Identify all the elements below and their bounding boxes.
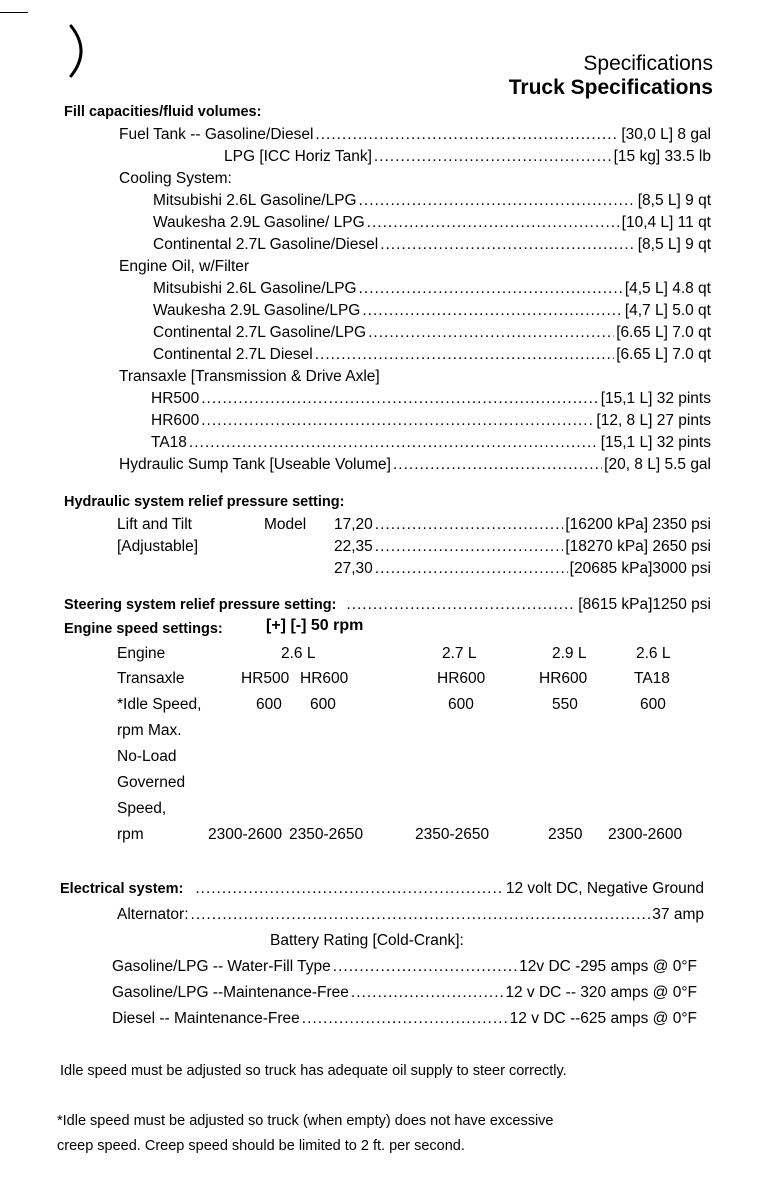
transaxle-item-value: [15,1 L] 32 pints (600, 434, 711, 451)
relief-row (334, 561, 711, 577)
leader-dots (201, 413, 594, 429)
fuel-tank-value: [30,0 L] 8 gal (621, 126, 711, 143)
governed-value: 2350-2650 (289, 826, 364, 843)
fill-heading: Fill capacities/fluid volumes: (64, 104, 262, 120)
engine-oil-item-value: [6.65 L] 7.0 qt (616, 346, 711, 363)
engine-value: 2.6 L (281, 645, 316, 662)
cooling-item-value: [8,5 L] 9 qt (637, 236, 711, 253)
relief-row (334, 539, 711, 555)
leader-dots (351, 985, 503, 1001)
fuel-tank-lpg-label: LPG [ICC Horiz Tank] (224, 148, 372, 165)
engine-oil-row (153, 281, 711, 297)
idle-label: *Idle Speed, (117, 696, 202, 713)
cooling-label: Cooling System: (119, 170, 232, 187)
leader-dots (367, 215, 620, 231)
steering-row (64, 597, 711, 613)
battery-label: Gasoline/LPG --Maintenance-Free (112, 984, 349, 1001)
electrical-row (60, 881, 704, 897)
engine-oil-label: Engine Oil, w/Filter (119, 258, 250, 275)
battery-row (112, 985, 697, 1001)
hydraulic-sump-row (119, 457, 711, 473)
battery-heading: Battery Rating [Cold-Crank]: (270, 932, 464, 949)
engine-oil-row (153, 347, 711, 363)
cooling-row (153, 193, 711, 209)
idle-label-2: rpm Max. (117, 722, 182, 739)
fuel-tank-lpg-row (224, 149, 711, 165)
transaxle-item-label: HR500 (151, 390, 200, 407)
transaxle-row (151, 391, 711, 407)
transaxle-row (151, 413, 711, 429)
binding-mark-icon (63, 22, 97, 80)
hydraulic-sump-label: Hydraulic Sump Tank [Useable Volume] (119, 456, 391, 473)
cooling-item-value: [10,4 L] 11 qt (621, 214, 711, 231)
battery-value: 12 v DC -- 320 amps @ 0°F (505, 984, 697, 1001)
engine-oil-row (153, 303, 711, 319)
relief-model: 17,20 (334, 516, 373, 533)
leader-dots (380, 237, 636, 253)
battery-label: Gasoline/LPG -- Water-Fill Type (112, 958, 331, 975)
idle-value: 600 (256, 696, 282, 713)
transaxle-value: HR600 (539, 670, 588, 687)
engine-label: Engine (117, 645, 166, 662)
relief-value: [20685 kPa]3000 psi (569, 560, 711, 577)
section-title: Specifications (583, 52, 713, 75)
transaxle-value: HR500 (241, 670, 290, 687)
idle-value: 550 (552, 696, 578, 713)
leader-dots (315, 127, 619, 143)
idle-value: 600 (640, 696, 666, 713)
relief-value: [16200 kPa] 2350 psi (565, 516, 711, 533)
engine-speed-tolerance: [+] [-] 50 rpm (266, 617, 364, 634)
fuel-tank-label: Fuel Tank -- Gasoline/Diesel (119, 126, 314, 143)
governed-label-2: Governed (117, 774, 186, 791)
fuel-tank-lpg-value: [15 kg] 33.5 lb (613, 148, 711, 165)
transaxle-label: Transaxle [Transmission & Drive Axle] (119, 368, 380, 385)
transaxle-row-label: Transaxle (117, 670, 185, 687)
alternator-label: Alternator: (117, 906, 189, 923)
leader-dots (359, 193, 636, 209)
leader-dots (191, 907, 651, 923)
leader-dots (359, 281, 623, 297)
steering-value: [8615 kPa]1250 psi (578, 596, 711, 613)
cooling-row (153, 237, 711, 253)
steering-heading: Steering system relief pressure setting: (64, 597, 337, 613)
relief-value: [18270 kPa] 2650 psi (565, 538, 711, 555)
electrical-system-value: 12 volt DC, Negative Ground (505, 880, 704, 897)
leader-dots (201, 391, 598, 407)
fuel-tank-gas-diesel-row (119, 127, 711, 143)
transaxle-item-label: HR600 (151, 412, 200, 429)
engine-oil-item-value: [6.65 L] 7.0 qt (616, 324, 711, 341)
battery-label: Diesel -- Maintenance-Free (112, 1010, 300, 1027)
cooling-row (153, 215, 711, 231)
note-creep-line-2: creep speed. Creep speed should be limited to 2 ft. per second. (57, 1138, 465, 1154)
leader-dots (375, 539, 564, 555)
lift-tilt-label: Lift and Tilt (117, 516, 192, 533)
leader-dots (302, 1011, 508, 1027)
relief-row (334, 517, 711, 533)
engine-value: 2.9 L (552, 645, 587, 662)
cooling-item-label: Continental 2.7L Gasoline/Diesel (153, 236, 379, 253)
hydraulic-sump-value: [20, 8 L] 5.5 gal (604, 456, 711, 473)
leader-dots (346, 597, 576, 613)
cooling-item-value: [8,5 L] 9 qt (637, 192, 711, 209)
alternator-value: 37 amp (652, 906, 704, 923)
engine-oil-item-label: Continental 2.7L Diesel (153, 346, 313, 363)
engine-oil-item-value: [4,7 L] 5.0 qt (624, 302, 711, 319)
leader-dots (375, 561, 568, 577)
transaxle-row (151, 435, 711, 451)
transaxle-item-label: TA18 (151, 434, 187, 451)
battery-row (112, 1011, 697, 1027)
leader-dots (315, 347, 615, 363)
relief-model: 27,30 (334, 560, 373, 577)
cooling-item-label: Waukesha 2.9L Gasoline/ LPG (153, 214, 365, 231)
leader-dots (368, 325, 614, 341)
leader-dots (189, 435, 599, 451)
battery-row (112, 959, 697, 975)
leader-dots (374, 149, 612, 165)
idle-value: 600 (310, 696, 336, 713)
engine-value: 2.6 L (636, 645, 671, 662)
cooling-item-label: Mitsubishi 2.6L Gasoline/LPG (153, 192, 357, 209)
note-creep-line-1: *Idle speed must be adjusted so truck (when empty) does not have excessive (57, 1113, 554, 1129)
engine-value: 2.7 L (442, 645, 477, 662)
engine-oil-item-label: Waukesha 2.9L Gasoline/LPG (153, 302, 361, 319)
engine-oil-item-label: Mitsubishi 2.6L Gasoline/LPG (153, 280, 357, 297)
transaxle-item-value: [12, 8 L] 27 pints (596, 412, 711, 429)
alternator-row (117, 907, 704, 923)
engine-speed-heading: Engine speed settings: (64, 621, 223, 637)
page-title: Truck Specifications (508, 76, 713, 99)
leader-dots (195, 881, 504, 897)
leader-dots (333, 959, 517, 975)
governed-value: 2350-2650 (415, 826, 490, 843)
transaxle-value: HR600 (300, 670, 349, 687)
leader-dots (375, 517, 564, 533)
note-idle-oil: Idle speed must be adjusted so truck has adequate oil supply to steer correctly. (60, 1063, 567, 1079)
governed-label-3: Speed, (117, 800, 167, 817)
governed-label-1: No-Load (117, 748, 177, 765)
leader-dots (393, 457, 602, 473)
engine-oil-row (153, 325, 711, 341)
leader-dots (362, 303, 622, 319)
engine-oil-item-value: [4,5 L] 4.8 qt (624, 280, 711, 297)
model-label: Model (264, 516, 307, 533)
corner-mark (0, 12, 28, 13)
governed-value: 2300-2600 (208, 826, 283, 843)
governed-value: 2300-2600 (608, 826, 683, 843)
electrical-heading: Electrical system: (60, 881, 184, 897)
battery-value: 12 v DC --625 amps @ 0°F (509, 1010, 697, 1027)
transaxle-item-value: [15,1 L] 32 pints (600, 390, 711, 407)
idle-value: 600 (448, 696, 474, 713)
transaxle-value: HR600 (437, 670, 486, 687)
battery-value: 12v DC -295 amps @ 0°F (519, 958, 697, 975)
governed-label-4: rpm (117, 826, 144, 843)
hydraulic-relief-heading: Hydraulic system relief pressure setting: (64, 494, 345, 510)
relief-model: 22,35 (334, 538, 373, 555)
engine-oil-item-label: Continental 2.7L Gasoline/LPG (153, 324, 367, 341)
adjustable-label: [Adjustable] (117, 538, 198, 555)
transaxle-value: TA18 (634, 670, 670, 687)
governed-value: 2350 (548, 826, 583, 843)
